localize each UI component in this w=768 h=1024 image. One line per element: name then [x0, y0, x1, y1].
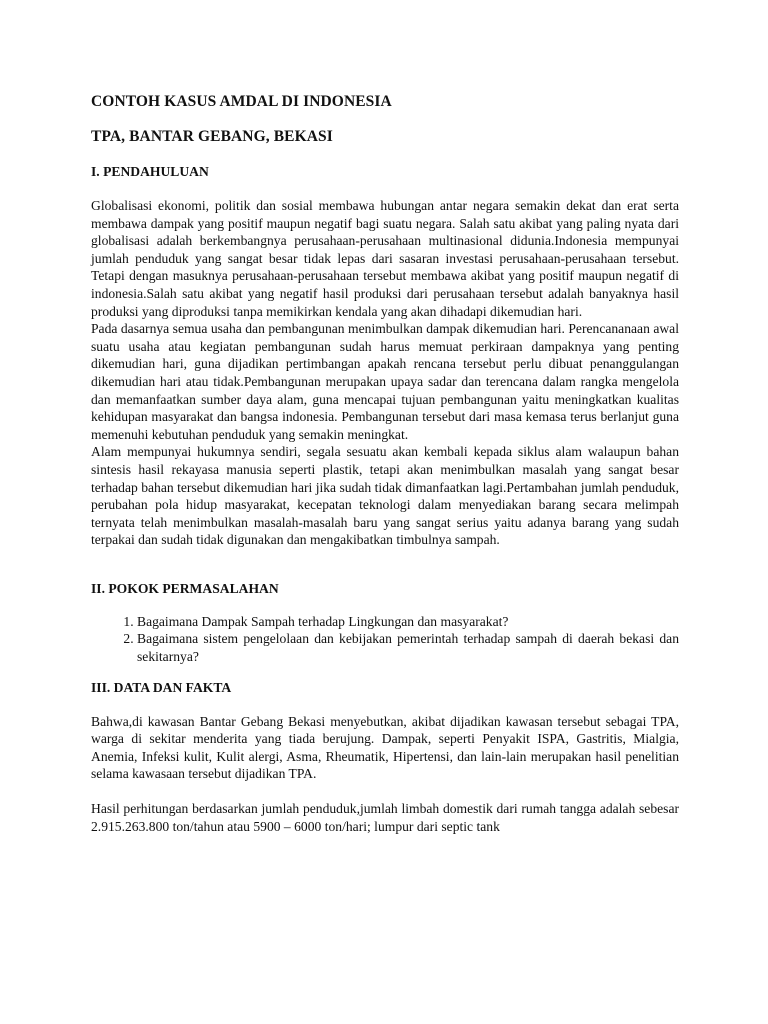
paragraph: Pada dasarnya semua usaha dan pembangunan menimbulkan dampak dikemudian hari. Perencananaan awal suatu usaha atau kegiatan pembangunan sudah harus memuat perkiraan dampaknya yang penting dikemudian hari, guna dijadikan pertimbangan apakah rencana tersebut perlu dibuat penanggulangan dikemudian hari atau tidak.Pembangunan merupakan upaya sadar dan terencana dalam rangka mengelola dan memanfaatkan sumber daya alam, guna mencapai tujuan pembangunan yaitu meningkatkan kualitas kehidupan masyarakat dan bangsa indonesia. Pembangunan tersebut dari masa kemasa terus berlanjut guna memenuhi kebutuhan penduduk yang semakin meningkat. — [91, 321, 679, 442]
document-subtitle: TPA, BANTAR GEBANG, BEKASI — [91, 128, 333, 145]
paragraph: Alam mempunyai hukumnya sendiri, segala sesuatu akan kembali kepada siklus alam walaupun bahan sintesis hasil rekayasa manusia seperti plastik, tetapi akan menimbulkan masalah yang sangat besar terhadap bahan tersebut dikemudian hari jika sudah tidak dimanfaatkan lagi.Pertambahan jumlah penduduk, perubahan pola hidup masyarakat, kecepatan teknologi dalam menyediakan barang secara melimpah ternyata telah menimbulkan masalah-masalah baru yang sangat serius yaitu adanya barang yang sudah terpakai dan sudah tidak digunakan dan mengakibatkan timbulnya sampah. — [91, 444, 679, 548]
problem-list — [91, 613, 679, 666]
document-title: CONTOH KASUS AMDAL DI INDONESIA — [91, 93, 392, 110]
section-heading-data-dan-fakta: III. DATA DAN FAKTA — [91, 679, 232, 695]
list-item: 1. Bagaimana Dampak Sampah terhadap Lingkungan dan masyarakat? — [137, 613, 679, 631]
paragraph: Hasil perhitungan berdasarkan jumlah penduduk,jumlah limbah domestik dari rumah tangga adalah sebesar 2.915.263.800 ton/tahun atau 5900 – 6000 ton/hari; lumpur dari septic tank — [91, 801, 679, 834]
section-heading-pokok-permasalahan: II. POKOK PERMASALAHAN — [91, 580, 279, 596]
section-heading-pendahuluan: I. PENDAHULUAN — [91, 164, 209, 179]
list-item: 2. Bagaimana sistem pengelolaan dan kebijakan pemerintah terhadap sampah di daerah bekasi dan sekitarnya? — [137, 630, 679, 665]
paragraph: Bahwa,di kawasan Bantar Gebang Bekasi menyebutkan, akibat dijadikan kawasan tersebut sebagai TPA, warga di sekitar menderita yang tiada berujung. Dampak, seperti Penyakit ISPA, Gastritis, Mialgia, Anemia, Infeksi kulit, Kulit alergi, Asma, Rheumatik, Hipertensi, dan lain-lain merupakan hasil penelitian selama kawasaan tersebut dijadikan TPA. — [91, 713, 679, 782]
paragraph: Globalisasi ekonomi, politik dan sosial membawa hubungan antar negara semakin dekat dan erat serta membawa dampak yang positif maupun negatif bagi suatu negara. Salah satu akibat yang paling nyata dari globalisasi adalah berkembangnya perusahaan-perusahaan multinasional didunia.Indonesia mempunyai jumlah penduduk yang sangat besar tidak lepas dari sasaran investasi perusahaan-perusahaan tersebut. Tetapi dengan masuknya perusahaan-perusahaan tersebut membawa akibat yang positif maupun negatif di indonesia.Salah satu akibat yang negatif hasil produksi dari perusahaan tersebut adalah banyaknya hasil produksi yang diproduksi tanpa memikirkan kendala yang akan dihadapi dikemudian hari. — [91, 198, 679, 319]
